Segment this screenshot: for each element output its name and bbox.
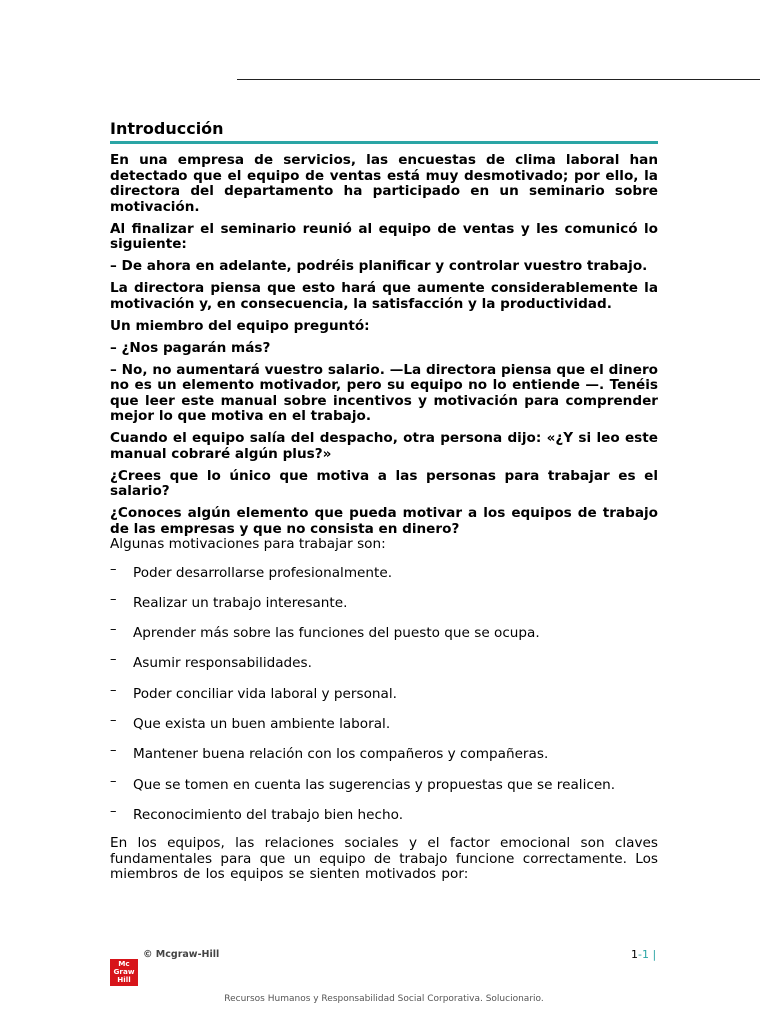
paragraph: – No, no aumentará vuestro salario. —La directora piensa que el dinero no es un elemento motivador, pero su equipo no lo entiende —. Tenéis que leer este manual sobre incentivos y motivación para comprender mejor lo que motiva en el trabajo.: [110, 361, 658, 424]
paragraph: En una empresa de servicios, las encuestas de clima laboral han detectado que el equipo de ventas está muy desmotivado; por ello, la directora del departamento ha participado en un seminario sobre motivación.: [110, 152, 658, 215]
list-item: [110, 591, 658, 612]
dash-marker: –: [110, 591, 117, 607]
motivation-list: [110, 561, 658, 824]
paragraph: – De ahora en adelante, podréis planificar y controlar vuestro trabajo.: [110, 258, 648, 274]
dash-marker: –: [110, 743, 117, 759]
question-paragraph: ¿Conoces algún elemento que pueda motivar a los equipos de trabajo de las empresas y que no consista en dinero?: [110, 505, 658, 537]
logo-line: Mc: [118, 959, 130, 968]
dash-marker: –: [110, 652, 117, 668]
list-item-text: Reconocimiento del trabajo bien hecho.: [133, 806, 404, 823]
list-item-text: Que exista un buen ambiente laboral.: [133, 715, 391, 732]
list-item: [110, 773, 658, 794]
list-item: [110, 682, 658, 703]
dash-marker: –: [110, 712, 117, 728]
paragraph: – ¿Nos pagarán más?: [110, 339, 271, 356]
section-heading: Introducción: [110, 118, 658, 144]
list-item-text: Asumir responsabilidades.: [133, 655, 312, 672]
list-item-text: Aprender más sobre las funciones del puesto que se ocupa.: [133, 625, 540, 642]
dash-marker: –: [110, 773, 117, 789]
list-item-text: Mantener buena relación con los compañeros y compañeras.: [133, 746, 549, 763]
document-body: [110, 118, 658, 883]
logo-line: Graw: [113, 967, 135, 976]
page-number: [631, 948, 656, 961]
header-rule: [237, 79, 760, 80]
page-chapter: 1: [631, 948, 638, 961]
paragraph: Cuando el equipo salía del despacho, otra persona dijo: «¿Y si leo este manual cobraré algún plus?»: [110, 430, 658, 462]
list-intro: Algunas motivaciones para trabajar son:: [110, 536, 386, 552]
dash-marker: –: [110, 803, 117, 819]
mcgraw-hill-logo: [110, 959, 138, 986]
paragraph: La directora piensa que esto hará que aumente considerablemente la motivación y, en consecuencia, la satisfacción y la productividad.: [110, 280, 658, 312]
list-item-text: Poder desarrollarse profesionalmente.: [133, 564, 393, 581]
page-index: -1 |: [638, 948, 657, 961]
question-paragraph: ¿Crees que lo único que motiva a las personas para trabajar es el salario?: [110, 467, 658, 499]
list-item: [110, 622, 658, 642]
logo-line: Hill: [117, 975, 131, 984]
dash-marker: –: [110, 682, 117, 698]
list-item: [110, 652, 658, 672]
list-item-text: Realizar un trabajo interesante.: [133, 594, 348, 611]
paragraph: Un miembro del equipo preguntó:: [110, 317, 370, 334]
list-item: [110, 803, 658, 824]
paragraph: Al finalizar el seminario reunió al equipo de ventas y les comunicó lo siguiente:: [110, 220, 658, 252]
list-item: [110, 743, 658, 763]
list-item: [110, 561, 658, 582]
closing-paragraph: En los equipos, las relaciones sociales y el factor emocional son claves fundamentales para que un equipo de trabajo funcione correctamente. Los miembros de los equipos se sienten motivados por:: [110, 835, 658, 883]
list-item-text: Poder conciliar vida laboral y personal.: [133, 685, 397, 702]
dash-marker: –: [110, 561, 117, 577]
copyright-notice: © Mcgraw-Hill: [143, 949, 220, 960]
list-item-text: Que se tomen en cuenta las sugerencias y propuestas que se realicen.: [133, 776, 616, 793]
list-item: [110, 712, 658, 733]
footer-caption: Recursos Humanos y Responsabilidad Social Corporativa. Solucionario.: [224, 994, 544, 1004]
dash-marker: –: [110, 622, 117, 638]
